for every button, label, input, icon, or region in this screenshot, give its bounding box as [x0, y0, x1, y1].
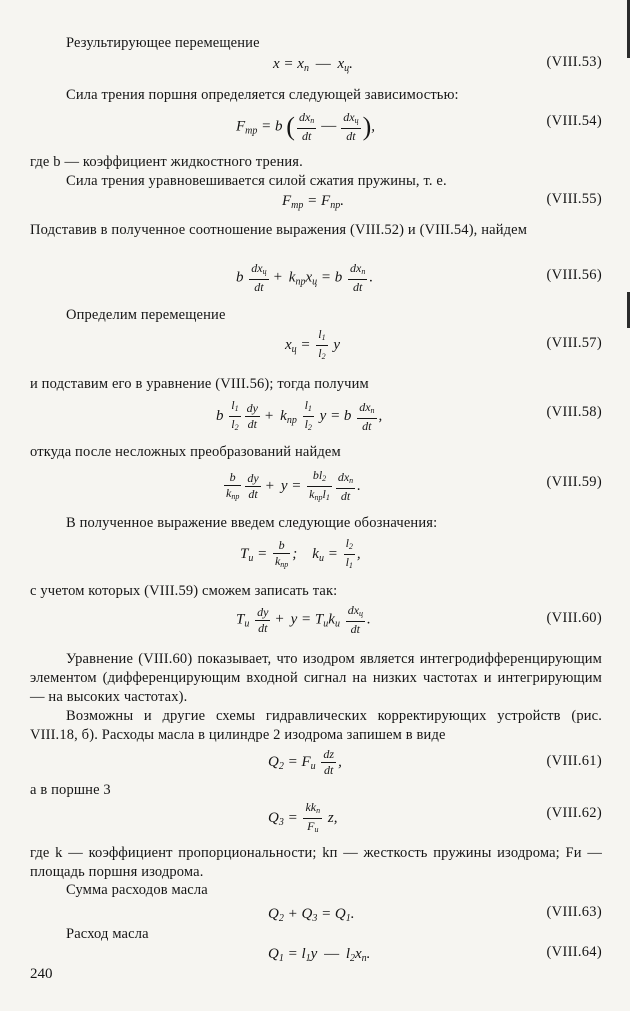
- paragraph: Результирующее перемещение: [66, 35, 260, 51]
- equation-number: (VIII.60): [546, 610, 602, 626]
- paragraph: с учетом которых (VIII.59) сможем записать так:: [30, 583, 338, 599]
- equation-64: $Q_1 = l_1y$ — $l_2x_п$.: [268, 946, 371, 964]
- paragraph: а в поршне 3: [30, 782, 111, 798]
- equation-notation: $T_и$ = $\frac{b}{k_{пр}}$ ; $k_и$ = $\frac{l_2}{l_1}$ ,: [240, 536, 361, 570]
- paragraph: Расход масла: [66, 926, 149, 942]
- equation-58: b $\frac{l_1}{l_2}$ $\frac{dy}{dt}$ + $k_{пр}$ $\frac{l_1}{l_2}$ y = b $\frac{dx_п}{dt}$ ,: [216, 398, 383, 433]
- equation-number: (VIII.58): [546, 404, 602, 420]
- paragraph: где k — коэффициент пропорциональности; kп — жесткость пружины изодрома; Fи — площадь поршня изодрома.: [30, 845, 602, 880]
- equation-number: (VIII.56): [546, 267, 602, 283]
- paragraph: Сила трения уравновешивается силой сжатия пружины, т. е.: [66, 173, 447, 189]
- equation-55: $F_{тр} = F_{пр}$.: [282, 193, 344, 211]
- paragraph: Подставив в полученное соотношение выражения (VIII.52) и (VIII.54), найдем: [30, 222, 528, 238]
- equation-54: $F_{тр} = b$ ( $\frac{dx_п}{dt}$ — $\frac{dx_ц}{dt}$ ),: [236, 110, 376, 143]
- paragraph: откуда после несложных преобразований найдем: [30, 444, 341, 460]
- paragraph: В полученное выражение введем следующие обозначения:: [66, 515, 438, 531]
- equation-60: $T_и$ $\frac{dy}{dt}$ + $y = T_иk_и$ $\frac{dx_ц}{dt}$ .: [236, 603, 371, 636]
- equation-56: b $\frac{dx_ц}{dt}$ + $k_{пр}x_ц = b$ $\frac{dx_п}{dt}$ .: [236, 261, 374, 294]
- equation-number: (VIII.64): [546, 944, 602, 960]
- paragraph: Уравнение (VIII.60) показывает, что изодром является интегродифференцирующим элементом (дифференцирующим входной сигнал на низких частотах и интегрирующим — на высоких частотах).: [30, 651, 602, 705]
- paragraph: и подставим его в уравнение (VIII.56); тогда получим: [30, 376, 369, 392]
- page-number: 240: [30, 966, 53, 982]
- equation-number: (VIII.57): [546, 335, 602, 351]
- paragraph: Сила трения поршня определяется следующей зависимостью:: [66, 87, 459, 103]
- equation-62: $Q_3$ = $\frac{kk_п}{F_и}$ z,: [268, 800, 338, 834]
- equation-53: $x = x_п$ — $x_ц$.: [273, 56, 353, 74]
- equation-61: $Q_2 = F_и$ $\frac{dz}{dt}$ ,: [268, 747, 342, 777]
- equation-number: (VIII.55): [546, 191, 602, 207]
- equation-number: (VIII.63): [546, 904, 602, 920]
- equation-number: (VIII.62): [546, 805, 602, 821]
- equation-63: $Q_2 + Q_3 = Q_1$.: [268, 906, 355, 924]
- equation-59: $\frac{b}{k_{пр}}$ $\frac{dy}{dt}$ + y = $\frac{bl_2}{k_{пр}l_1}$ $\frac{dx_п}{dt}$ .: [226, 468, 361, 503]
- equation-number: (VIII.54): [546, 113, 602, 129]
- equation-number: (VIII.61): [546, 753, 602, 769]
- equation-number: (VIII.59): [546, 474, 602, 490]
- paragraph: где b — коэффициент жидкостного трения.: [30, 154, 303, 170]
- paragraph: Определим перемещение: [66, 307, 226, 323]
- equation-number: (VIII.53): [546, 54, 602, 70]
- paragraph: Сумма расходов масла: [66, 882, 208, 898]
- equation-57: $x_ц$ = $\frac{l_1}{l_2}$ y: [285, 327, 341, 361]
- paragraph: Возможны и другие схемы гидравлических корректирующих устройств (рис. VIII.18, б). Расходы масла в цилиндре 2 изодрома запишем в виде: [30, 708, 602, 743]
